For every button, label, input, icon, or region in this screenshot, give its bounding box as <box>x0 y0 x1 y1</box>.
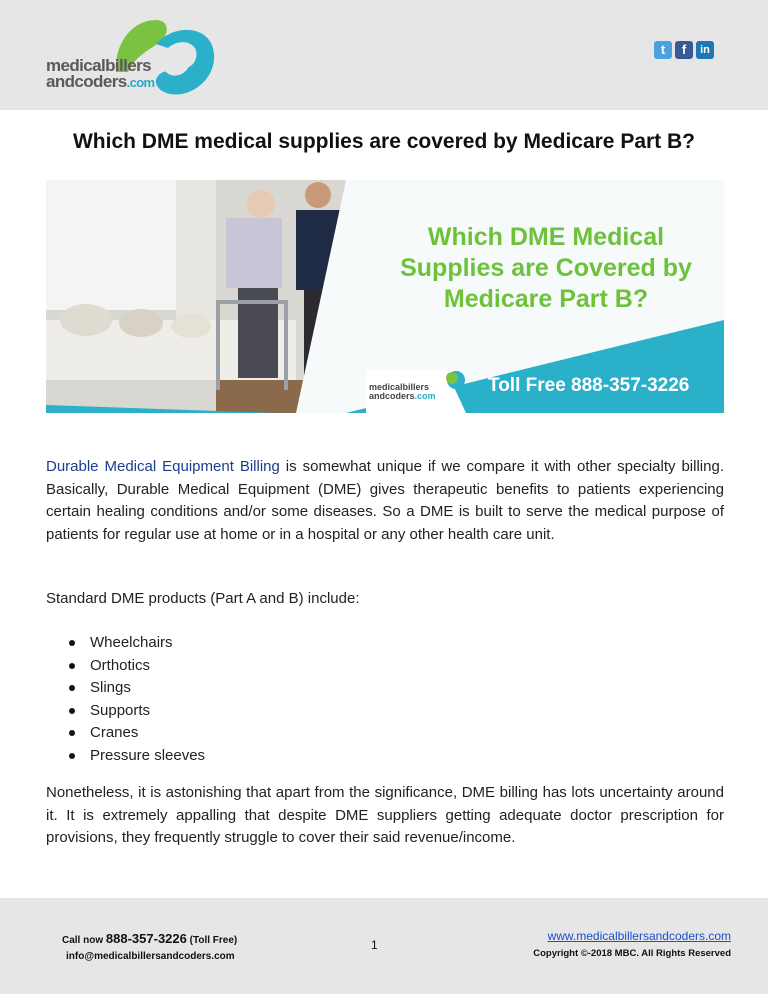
list-item: Supports <box>46 700 205 723</box>
banner-logo-line-2: andcoders <box>369 391 415 401</box>
list-item: Slings <box>46 677 205 700</box>
list-item: Wheelchairs <box>46 632 205 655</box>
banner-caption-line-3: Medicare Part B? <box>443 285 649 313</box>
footer-links <box>533 928 731 962</box>
intro-paragraph <box>46 456 724 546</box>
twitter-icon[interactable]: t <box>654 41 672 59</box>
logo-wordmark <box>46 58 155 91</box>
intro-paragraph-text: is somewhat unique if we compare it with other specialty billing. Basically, Durable Medical Equipment (DME) gives therapeutic benefits to patients experiencing certain healing conditions and/or some diseases. So a DME is built to serve the medical purpose of patients for regular use at home or in a hospital or any other health care unit. <box>46 458 724 543</box>
banner-caption-line-1: Which DME Medical <box>427 223 665 251</box>
products-intro: Standard DME products (Part A and B) include: <box>46 590 360 607</box>
footer-contact <box>62 931 237 965</box>
page-footer <box>0 898 768 994</box>
facebook-icon[interactable]: f <box>675 41 693 59</box>
footer-call <box>62 931 237 949</box>
banner-logo-line-1: medicalbillers <box>369 382 430 392</box>
products-list <box>46 632 205 767</box>
page-title: Which DME medical supplies are covered by Medicare Part B? <box>72 130 696 153</box>
banner-tollfree: Toll Free 888-357-3226 <box>488 375 690 396</box>
logo-line-2: andcoders <box>46 72 127 91</box>
call-suffix: (Toll Free) <box>186 935 238 946</box>
dme-billing-link[interactable]: Durable Medical Equipment Billing <box>46 458 280 475</box>
list-item: Orthotics <box>46 655 205 678</box>
page-number: 1 <box>371 938 378 952</box>
closing-paragraph: Nonetheless, it is astonishing that apart from the significance, DME billing has lots uncertainty around it. It is extremely appalling that despite DME suppliers getting adequate doctor prescription for provisions, they frequently struggle to cover their said revenue/income. <box>46 784 724 846</box>
call-prefix: Call now <box>62 935 106 946</box>
page-header <box>0 0 768 110</box>
banner-image <box>46 180 724 413</box>
banner-logo <box>369 383 436 401</box>
list-item: Cranes <box>46 722 205 745</box>
list-item: Pressure sleeves <box>46 745 205 768</box>
social-links <box>654 41 714 59</box>
banner-caption-line-2: Supplies are Covered by <box>400 254 692 282</box>
linkedin-icon[interactable]: in <box>696 41 714 59</box>
footer-phone[interactable]: 888-357-3226 <box>105 931 187 946</box>
logo-line-1: medicalbillers <box>46 56 151 75</box>
company-logo[interactable] <box>44 14 224 100</box>
copyright-text: Copyright ©-2018 MBC. All Rights Reserved <box>533 948 731 959</box>
logo-suffix: .com <box>126 75 155 90</box>
banner-caption <box>396 222 696 315</box>
footer-email[interactable]: info@medicalbillersandcoders.com <box>66 951 235 962</box>
website-link[interactable]: www.medicalbillersandcoders.com <box>547 929 731 943</box>
banner-logo-suffix: .com <box>414 391 436 401</box>
